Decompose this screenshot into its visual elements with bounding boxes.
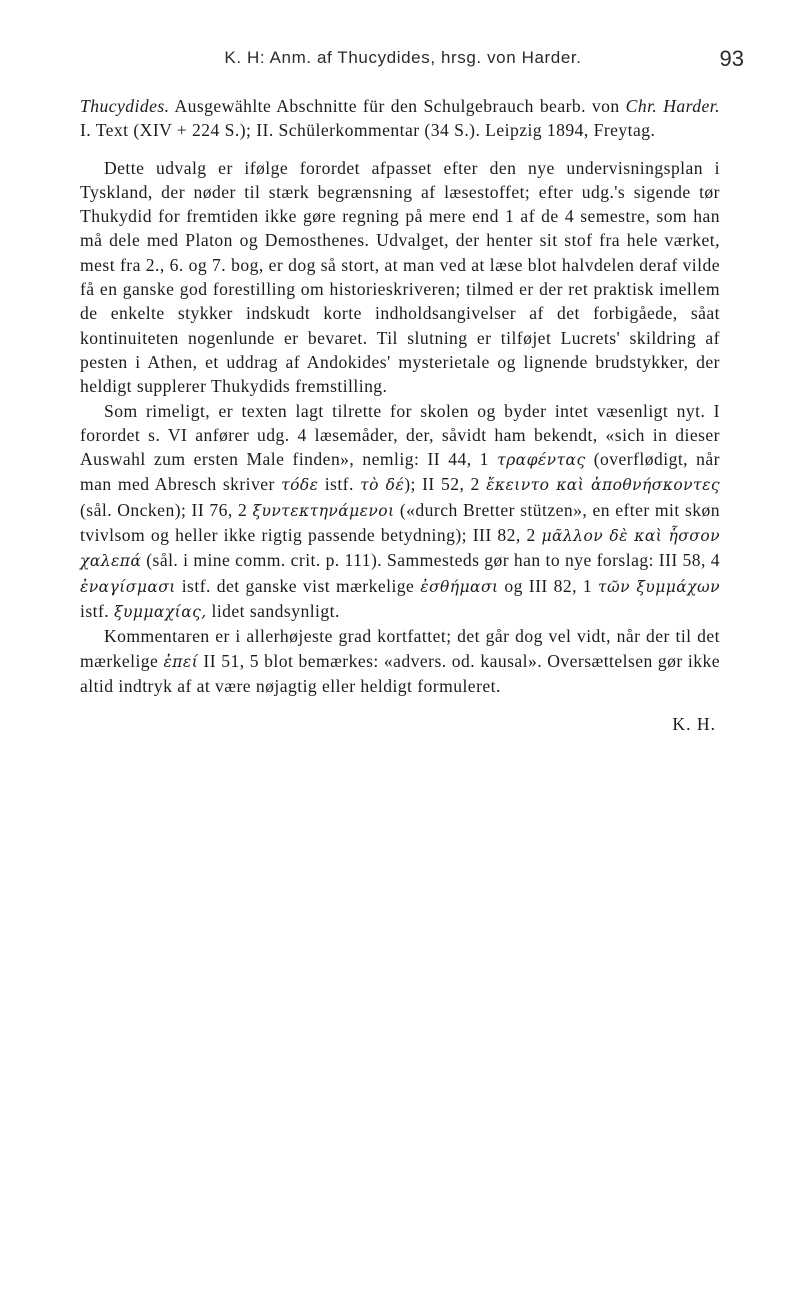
text-run: II 51, 5 blot bemærkes: «advers. od. kausal». Oversættelsen gør ikke altid indtryk af at være nøjagtig eller heldigt formuleret.	[80, 650, 721, 696]
text-run: («durch Bretter stützen», en efter mit skøn tvivlsom og heller ikke rigtig passende betydning); III 82, 2	[80, 499, 720, 546]
greek-quote: ἐσθήμασι	[420, 577, 499, 596]
greek-quote: μᾶλλον δὲ καὶ ἧσσον χαλεπά	[80, 527, 720, 571]
text-run: istf.	[80, 600, 110, 621]
text-run: og III 82, 1	[504, 575, 593, 596]
greek-quote: τῶν ξυμμάχων	[597, 577, 720, 596]
text-run: istf.	[324, 474, 354, 495]
paragraph-2	[80, 399, 720, 625]
greek-quote: ξυμμαχίας,	[114, 602, 207, 621]
text-run: istf. det ganske vist mærkelige	[181, 575, 415, 596]
text-run: (overflødigt, når man med Abresch skriver	[80, 449, 720, 495]
greek-quote: ἐπεί	[163, 652, 199, 671]
greek-quote: τραφέντας	[497, 451, 586, 470]
review-text	[80, 94, 720, 736]
greek-quote: ἐναγίσμασι	[80, 577, 176, 596]
text-run: (sål. i mine comm. crit. p. 111). Sammesteds gør han to nye forslag: III 58, 4	[146, 550, 720, 571]
text-run: lidet sandsynligt.	[211, 600, 340, 621]
book-reference	[80, 94, 720, 143]
greek-quote: τόδε	[281, 476, 319, 495]
text-run: Kommentaren er i allerhøjeste grad kortfattet; det går dog vel vidt, når der til det mærkelige	[80, 626, 720, 671]
text-run: (sål. Oncken); II 76, 2	[80, 499, 248, 520]
paragraph-3	[80, 624, 720, 698]
signature: K. H.	[672, 714, 716, 735]
edited-by-label: bearb. von	[539, 96, 620, 116]
page-number: 93	[719, 46, 744, 71]
book-editor: Chr. Harder.	[625, 96, 720, 116]
paragraph-1: Dette udvalg er ifølge forordet afpasset efter den nye undervisningsplan i Tyskland, der nøder til stærk begrænsning af læsestoffet; efter udg.'s sigende tør Thukydid for fremtiden ikke gøre regning på mere end 1 af de 4 semestre, som han må dele med Platon og Demosthenes. Udvalget, der henter sit stof fra hele værket, mest fra 2., 6. og 7. bog, er dog så stort, at man ved at læse blot halvdelen deraf vilde få en ganske god forestilling om historieskriveren; tilmed er der ret praktisk imellem de enkelte stykker indskudt korte indholdsangivelser af det forbigåede, såat kontinuiteten nogenlunde er bevaret. Til slutning er tilføjet Lucrets' skildring af pesten i Athen, et uddrag af Andokides' mysterietale og lignende brudstykker, der heldigt supplerer Thukydids fremstilling.	[80, 157, 720, 397]
page-header	[0, 46, 806, 76]
greek-quote: ξυντεκτηνάμενοι	[252, 501, 395, 520]
greek-quote: ἔκειντο καὶ ἀποθνήσκοντες	[486, 476, 720, 495]
book-title: Thucydides.	[80, 96, 170, 116]
book-subtitle: Ausgewählte Abschnitte für den Schulgebrauch	[174, 96, 534, 116]
greek-quote: τὸ δέ	[360, 476, 405, 495]
text-run: ); II 52, 2	[404, 474, 480, 495]
running-title: K. H: Anm. af Thucydides, hrsg. von Harder.	[224, 48, 582, 67]
book-details: I. Text (XIV + 224 S.); II. Schülerkommentar (34 S.). Leipzig 1894, Freytag.	[80, 120, 656, 141]
text-run: Som rimeligt, er texten lagt tilrette for skolen og byder intet væsenligt nyt. I forordet s. VI anfører udg. 4 læsemåder, der, såvidt ham bekendt, «sich in dieser Auswahl zum ersten Male finden», nemlig: II 44, 1	[80, 400, 720, 470]
